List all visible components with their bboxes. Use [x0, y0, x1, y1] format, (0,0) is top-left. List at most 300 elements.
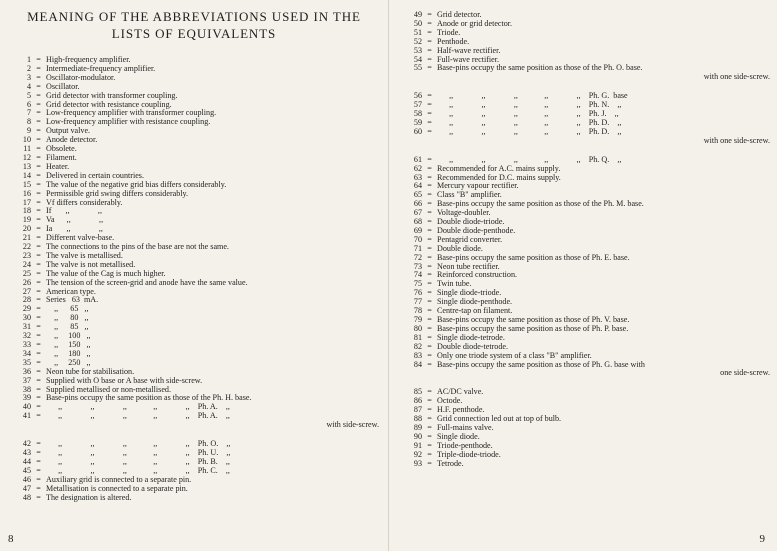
list-item [398, 451, 770, 460]
equals-sign: = [36, 144, 41, 154]
entry-text: Triode. [437, 28, 461, 37]
equals-sign: = [36, 483, 41, 493]
equals-sign: = [427, 208, 432, 218]
entry-text: Tetrode. [437, 459, 464, 468]
list-item [7, 440, 379, 449]
abbreviation-list-right [398, 11, 770, 469]
entry-number: 58 [413, 109, 422, 119]
equals-sign: = [36, 126, 41, 136]
entry-text: ,, 100 ,, [46, 332, 91, 341]
entry-number: 80 [413, 323, 422, 333]
list-item [398, 254, 770, 263]
list-item [7, 243, 379, 252]
entry-text: ,, ,, ,, ,, ,, Ph. A. ,, [46, 412, 230, 421]
entry-text: Oscillator. [46, 82, 80, 91]
list-item [7, 118, 379, 127]
left-page [0, 0, 388, 551]
list-spacer [7, 430, 379, 440]
list-item [7, 225, 379, 234]
entry-number: 17 [22, 197, 31, 207]
list-item [7, 234, 379, 243]
entry-text: Low-frequency amplifier with resistance coupling. [46, 118, 211, 127]
entry-text: The value of the negative grid bias differs considerably. [46, 180, 227, 189]
entry-number: 19 [22, 215, 31, 225]
entry-number: 38 [22, 384, 31, 394]
entry-text: ,, ,, ,, ,, ,, Ph. C. ,, [46, 466, 230, 475]
equals-sign: = [427, 163, 432, 173]
entry-number: 30 [22, 313, 31, 323]
entry-text: ,, ,, ,, ,, ,, Ph. O. ,, [46, 440, 231, 449]
entry-number: 9 [26, 126, 31, 136]
list-item [398, 334, 770, 343]
equals-sign: = [36, 456, 41, 466]
equals-sign: = [36, 188, 41, 198]
entry-number: 6 [26, 99, 31, 109]
equals-sign: = [427, 243, 432, 253]
equals-sign: = [36, 322, 41, 332]
list-item [398, 415, 770, 424]
entry-text: Neon tube for stabilisation. [46, 367, 135, 376]
entry-number: 59 [413, 117, 422, 127]
entry-number: 64 [413, 181, 422, 191]
entry-number: 62 [413, 163, 422, 173]
equals-sign: = [427, 199, 432, 209]
list-item [398, 442, 770, 451]
entry-continuation: with one side-screw. [703, 72, 770, 82]
equals-sign: = [427, 414, 432, 424]
entry-number: 3 [26, 72, 31, 82]
list-spacer [398, 82, 770, 92]
entry-text: Recommended for D.C. mains supply. [437, 173, 561, 182]
list-item [398, 209, 770, 218]
list-item [398, 56, 770, 65]
equals-sign: = [427, 91, 432, 101]
equals-sign: = [36, 295, 41, 305]
list-item [7, 181, 379, 190]
entry-continuation: with side-screw. [326, 420, 379, 430]
entry-text: Double diode-tetrode. [437, 342, 509, 351]
equals-sign: = [36, 179, 41, 189]
list-item [7, 341, 379, 350]
entry-text: Grid detector with transformer coupling. [46, 91, 178, 100]
list-item [7, 207, 379, 216]
list-item [7, 163, 379, 172]
entry-number: 27 [22, 286, 31, 296]
entry-text: ,, 80 ,, [46, 314, 89, 323]
equals-sign: = [427, 422, 432, 432]
list-item [7, 92, 379, 101]
equals-sign: = [427, 288, 432, 298]
entry-text: If ,, ,, [46, 207, 102, 216]
list-item [7, 305, 379, 314]
entry-text: Base-pins occupy the same position as those of the Ph. H. base. [46, 394, 252, 403]
entry-number: 81 [413, 332, 422, 342]
entry-text: ,, ,, ,, ,, ,, Ph. G. base [437, 92, 628, 101]
entry-text: Metallisation is connected to a separate pin. [46, 484, 188, 493]
equals-sign: = [427, 117, 432, 127]
list-item [398, 200, 770, 209]
entry-number: 26 [22, 277, 31, 287]
entry-number: 12 [22, 152, 31, 162]
entry-number: 53 [413, 45, 422, 55]
entry-text: Anode or grid detector. [437, 19, 513, 28]
list-item [7, 109, 379, 118]
entry-text: Filament. [46, 153, 77, 162]
list-item [398, 156, 770, 165]
entry-text: The valve is not metallised. [46, 260, 136, 269]
entry-number: 71 [413, 243, 422, 253]
equals-sign: = [427, 279, 432, 289]
entry-number: 4 [26, 81, 31, 91]
entry-number: 45 [22, 465, 31, 475]
entry-text: H.F. penthode. [437, 406, 485, 415]
entry-number: 7 [26, 108, 31, 118]
list-item [398, 280, 770, 289]
equals-sign: = [36, 72, 41, 82]
entry-number: 42 [22, 439, 31, 449]
list-item [7, 476, 379, 485]
entry-text: Single diode. [437, 432, 480, 441]
entry-number: 88 [413, 414, 422, 424]
entry-number: 91 [413, 440, 422, 450]
list-item [7, 83, 379, 92]
equals-sign: = [36, 135, 41, 145]
list-item [7, 368, 379, 377]
equals-sign: = [36, 90, 41, 100]
list-item [7, 314, 379, 323]
list-item [398, 20, 770, 29]
entry-number: 74 [413, 270, 422, 280]
entry-number: 49 [413, 10, 422, 19]
entry-number: 44 [22, 456, 31, 466]
list-item [398, 316, 770, 325]
list-item [398, 388, 770, 397]
entry-text: High-frequency amplifier. [46, 56, 131, 64]
entry-number: 73 [413, 261, 422, 271]
list-item [398, 263, 770, 272]
equals-sign: = [36, 340, 41, 349]
entry-number: 15 [22, 179, 31, 189]
entry-text: Octode. [437, 397, 463, 406]
equals-sign: = [427, 458, 432, 468]
equals-sign: = [36, 170, 41, 180]
entry-text: ,, 150 ,, [46, 341, 91, 349]
list-item [7, 458, 379, 467]
list-spacer [398, 378, 770, 388]
entry-number: 10 [22, 135, 31, 145]
list-item [7, 270, 379, 279]
abbreviation-list-left [7, 56, 379, 502]
list-item [398, 38, 770, 47]
equals-sign: = [427, 181, 432, 191]
entry-text: ,, 180 ,, [46, 349, 91, 358]
list-item [7, 216, 379, 225]
equals-sign: = [427, 341, 432, 351]
equals-sign: = [36, 81, 41, 91]
entry-text: Triple-diode-triode. [437, 450, 501, 459]
entry-number: 37 [22, 375, 31, 385]
entry-number: 28 [22, 295, 31, 305]
entry-text: Penthode. [437, 37, 470, 46]
entry-text: Ia ,, ,, [46, 225, 103, 234]
equals-sign: = [427, 359, 432, 369]
entry-text: ,, 250 ,, [46, 358, 91, 367]
equals-sign: = [427, 126, 432, 136]
entry-number: 31 [22, 322, 31, 332]
equals-sign: = [36, 465, 41, 475]
list-item [7, 252, 379, 261]
entry-text: ,, ,, ,, ,, ,, Ph. N. ,, [437, 101, 622, 110]
equals-sign: = [427, 387, 432, 397]
equals-sign: = [427, 440, 432, 450]
entry-number: 51 [413, 27, 422, 37]
list-item [7, 101, 379, 110]
entry-text: Centre-tap on filament. [437, 307, 513, 316]
list-item [398, 307, 770, 316]
list-item [398, 406, 770, 415]
entry-number: 77 [413, 297, 422, 307]
equals-sign: = [36, 357, 41, 367]
list-item [7, 288, 379, 297]
equals-sign: = [36, 411, 41, 421]
entry-number: 16 [22, 188, 31, 198]
equals-sign: = [36, 439, 41, 449]
list-item [398, 271, 770, 280]
list-item [7, 154, 379, 163]
list-spacer [398, 146, 770, 156]
entry-number: 46 [22, 474, 31, 484]
entry-text: The value of the Cag is much higher. [46, 269, 166, 278]
entry-text: Obsolete. [46, 145, 77, 154]
list-item [398, 460, 770, 469]
equals-sign: = [427, 172, 432, 182]
list-item [7, 332, 379, 341]
entry-text: Base-pins occupy the same position as those of Ph. E. base. [437, 253, 630, 262]
entry-text: The tension of the screen-grid and anode have the same value. [46, 278, 248, 287]
equals-sign: = [36, 268, 41, 278]
entry-text: Intermediate-frequency amplifier. [46, 64, 156, 73]
list-item [398, 245, 770, 254]
entry-text: The designation is altered. [46, 493, 132, 502]
entry-number: 25 [22, 268, 31, 278]
entry-number: 84 [413, 359, 422, 369]
entry-text: Supplied metallised or non-metallised. [46, 385, 171, 394]
list-item [7, 359, 379, 368]
list-item [398, 119, 770, 128]
equals-sign: = [36, 250, 41, 260]
entry-text: AC/DC valve. [437, 388, 484, 397]
equals-sign: = [427, 396, 432, 406]
list-item [398, 325, 770, 334]
list-item [398, 191, 770, 200]
list-item [7, 323, 379, 332]
entry-number: 65 [413, 190, 422, 200]
equals-sign: = [36, 206, 41, 216]
entry-text: Double diode-penthode. [437, 226, 516, 235]
entry-text: Full-wave rectifier. [437, 55, 500, 64]
entry-number: 57 [413, 100, 422, 110]
equals-sign: = [36, 331, 41, 341]
equals-sign: = [427, 332, 432, 342]
entry-number: 82 [413, 341, 422, 351]
entry-number: 39 [22, 393, 31, 403]
entry-text: Anode detector. [46, 136, 98, 145]
equals-sign: = [36, 492, 41, 502]
equals-sign: = [36, 366, 41, 376]
equals-sign: = [36, 215, 41, 225]
equals-sign: = [36, 242, 41, 252]
entry-text: Voltage-doubler. [437, 209, 491, 218]
entry-number: 93 [413, 458, 422, 468]
equals-sign: = [427, 45, 432, 55]
entry-text: The valve is metallised. [46, 251, 123, 260]
entry-number: 78 [413, 306, 422, 316]
list-item [7, 190, 379, 199]
entry-text: Only one triode system of a class "B" amplifier. [437, 351, 592, 360]
entry-number: 35 [22, 357, 31, 367]
equals-sign: = [36, 161, 41, 171]
list-item [398, 182, 770, 191]
entry-text: Different valve-base. [46, 234, 115, 243]
entry-text: Single diode-triode. [437, 289, 502, 298]
entry-text: Vf differs considerably. [46, 198, 123, 207]
equals-sign: = [427, 109, 432, 119]
list-item [7, 494, 379, 503]
list-item [398, 110, 770, 119]
entry-text: Heater. [46, 162, 70, 171]
entry-number: 56 [413, 91, 422, 101]
entry-text: Base-pins occupy the same position as those of Ph. P. base. [437, 324, 629, 333]
list-item [7, 261, 379, 270]
entry-text: Supplied with O base or A base with side-screw. [46, 376, 203, 385]
equals-sign: = [36, 348, 41, 358]
entry-text: The connections to the pins of the base are not the same. [46, 243, 229, 252]
entry-text: Grid connection led out at top of bulb. [437, 415, 562, 424]
equals-sign: = [36, 117, 41, 127]
list-item [7, 394, 379, 403]
equals-sign: = [36, 233, 41, 243]
equals-sign: = [427, 350, 432, 360]
equals-sign: = [427, 63, 432, 73]
equals-sign: = [427, 217, 432, 227]
entry-number: 87 [413, 405, 422, 415]
entry-text: Single diode-tetrode. [437, 333, 505, 342]
list-item [7, 127, 379, 136]
page-number-right: 9 [759, 533, 765, 545]
list-item [7, 449, 379, 458]
list-item [7, 350, 379, 359]
equals-sign: = [427, 297, 432, 307]
equals-sign: = [36, 63, 41, 73]
entry-text: Delivered in certain countries. [46, 171, 144, 180]
entry-number: 34 [22, 348, 31, 358]
list-item [7, 377, 379, 386]
entry-text: Pentagrid converter. [437, 235, 503, 244]
entry-text: Low-frequency amplifier with transformer coupling. [46, 109, 217, 118]
equals-sign: = [36, 152, 41, 162]
entry-text: Recommended for A.C. mains supply. [437, 164, 561, 173]
entry-text: Grid detector. [437, 11, 482, 19]
equals-sign: = [36, 474, 41, 484]
entry-number: 18 [22, 206, 31, 216]
entry-text: American type. [46, 287, 96, 296]
equals-sign: = [36, 304, 41, 314]
list-item [7, 136, 379, 145]
list-item [7, 412, 379, 421]
equals-sign: = [36, 99, 41, 109]
entry-text: Class "B" amplifier. [437, 191, 502, 200]
entry-number: 85 [413, 387, 422, 397]
entry-number: 8 [26, 117, 31, 127]
list-item [7, 199, 379, 208]
list-item [7, 403, 379, 412]
entry-text: Output valve. [46, 127, 91, 136]
entry-number: 20 [22, 224, 31, 234]
equals-sign: = [427, 225, 432, 235]
list-item [398, 165, 770, 174]
entry-number: 24 [22, 259, 31, 269]
equals-sign: = [36, 393, 41, 403]
entry-text: ,, ,, ,, ,, ,, Ph. U. ,, [46, 448, 231, 457]
entry-number: 5 [26, 90, 31, 100]
entry-text: Reinforced construction. [437, 271, 518, 280]
entry-text: Triode-penthode. [437, 441, 493, 450]
equals-sign: = [36, 277, 41, 287]
list-item [398, 174, 770, 183]
equals-sign: = [427, 100, 432, 110]
entry-text: ,, ,, ,, ,, ,, Ph. D. ,, [437, 118, 622, 127]
list-item [7, 56, 379, 65]
list-item [398, 424, 770, 433]
list-item [7, 467, 379, 476]
list-item [398, 227, 770, 236]
entry-text: Double diode-triode. [437, 218, 505, 227]
equals-sign: = [427, 234, 432, 244]
entry-number: 32 [22, 331, 31, 341]
entry-number: 14 [22, 170, 31, 180]
list-item [7, 485, 379, 494]
equals-sign: = [36, 108, 41, 118]
entry-number: 76 [413, 288, 422, 298]
entry-number: 50 [413, 18, 422, 28]
equals-sign: = [36, 286, 41, 296]
equals-sign: = [427, 18, 432, 28]
entry-number: 67 [413, 208, 422, 218]
list-item [398, 343, 770, 352]
list-item [7, 65, 379, 74]
entry-number: 66 [413, 199, 422, 209]
entry-number: 1 [26, 55, 31, 64]
entry-number: 54 [413, 54, 422, 64]
entry-number: 43 [22, 447, 31, 457]
entry-text: Base-pins occupy the same position as those of the Ph. M. base. [437, 200, 644, 209]
entry-number: 89 [413, 422, 422, 432]
entry-text: Base-pins occupy the same position as those of the Ph. O. base. [437, 64, 643, 73]
list-item [398, 11, 770, 20]
equals-sign: = [36, 259, 41, 269]
list-item [398, 218, 770, 227]
equals-sign: = [427, 261, 432, 271]
entry-text: Auxiliary grid is connected to a separate pin. [46, 475, 192, 484]
entry-text: Half-wave rectifier. [437, 46, 501, 55]
list-item [398, 29, 770, 38]
entry-number: 22 [22, 242, 31, 252]
entry-number: 55 [413, 63, 422, 73]
entry-number: 13 [22, 161, 31, 171]
entry-number: 75 [413, 279, 422, 289]
entry-number: 47 [22, 483, 31, 493]
equals-sign: = [36, 447, 41, 457]
